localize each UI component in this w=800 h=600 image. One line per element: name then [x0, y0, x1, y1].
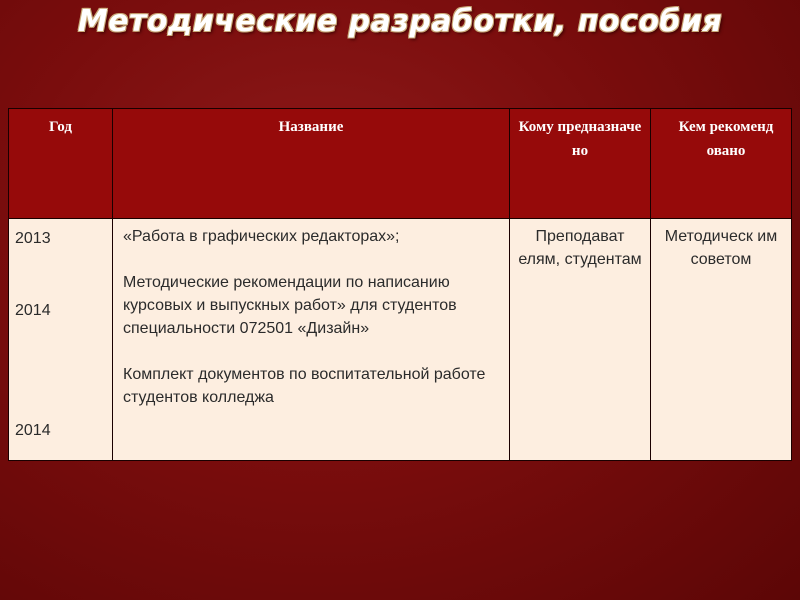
header-name: Название: [113, 109, 510, 219]
header-recommended-label: Кем рекоменд овано: [678, 119, 774, 159]
year-value: 2014: [15, 422, 51, 439]
table-row: [9, 219, 792, 461]
year-value: 2013: [15, 230, 51, 247]
title-cell: [113, 219, 510, 461]
page-title: Методические разработки, пособия: [77, 4, 723, 39]
publication-title: Методические рекомендации по написанию курсовых и выпускных работ» для студентов специальности 072501 «Дизайн»: [123, 274, 457, 337]
recipient-cell: Преподават елям, студентам: [510, 219, 651, 461]
publication-title: «Работа в графических редакторах»;: [123, 228, 400, 245]
recommended-cell: Методическ им советом: [651, 219, 792, 461]
publication-title: Комплект документов по воспитательной работе студентов колледжа: [123, 366, 486, 406]
year-cell: [9, 219, 113, 461]
header-recipient: [510, 109, 651, 219]
header-year: Год: [9, 109, 113, 219]
header-recommended: [651, 109, 792, 219]
publications-table: [8, 108, 792, 461]
header-recipient-label: Кому предназначе но: [518, 119, 642, 159]
table-header-row: [9, 109, 792, 219]
year-value: 2014: [15, 302, 51, 319]
